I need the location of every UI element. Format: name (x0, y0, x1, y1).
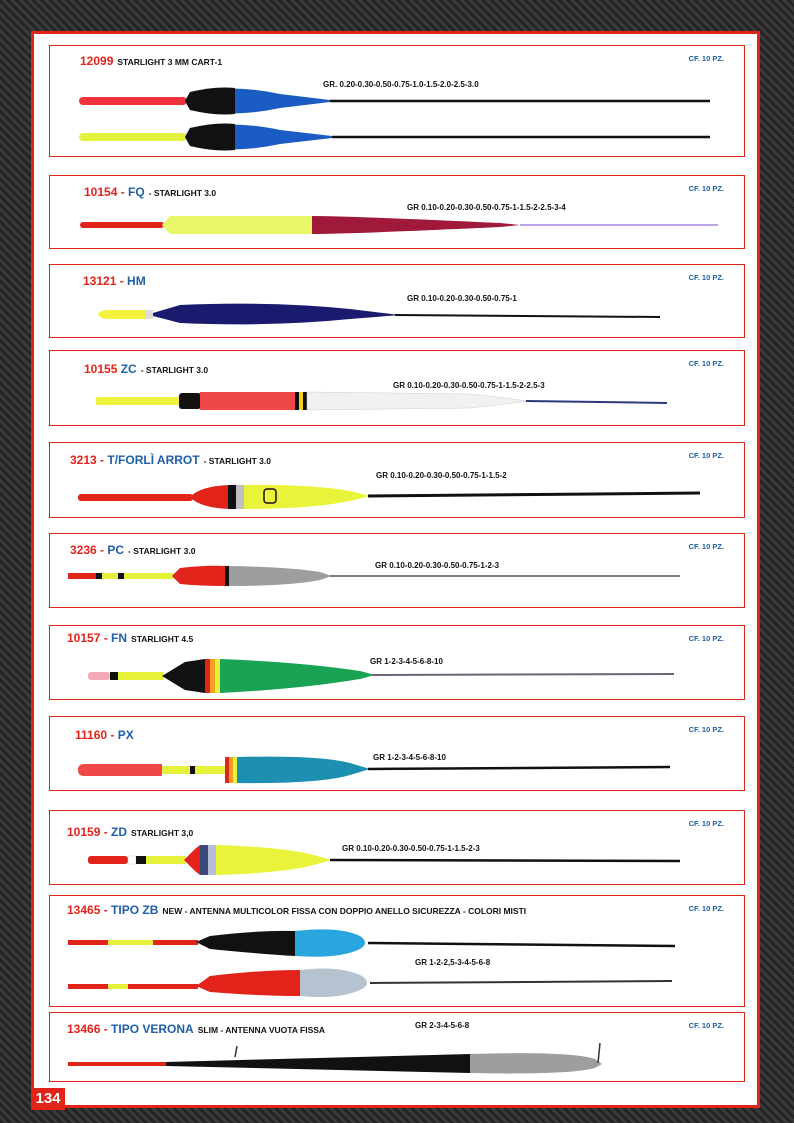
product-name: FQ (128, 185, 145, 199)
product-name: ZD (111, 825, 128, 839)
product-card-3236 (49, 533, 745, 608)
product-name: ZC (120, 362, 137, 376)
pack-quantity: CF. 10 PZ. (688, 359, 724, 368)
product-title: 3236 - PC - STARLIGHT 3.0 (70, 543, 196, 557)
product-card-12099 (49, 45, 745, 157)
float-image (50, 351, 746, 427)
product-subtitle: STARLIGHT 4.5 (131, 634, 194, 644)
product-subtitle: - STARLIGHT 3.0 (203, 456, 271, 466)
weight-range: GR 1-2-3-4-5-6-8-10 (370, 657, 443, 666)
float-image (50, 265, 746, 339)
pack-quantity: CF. 10 PZ. (688, 904, 724, 913)
weight-range: GR 1-2-2,5-3-4-5-6-8 (415, 958, 491, 967)
product-title: 13121 - HM (83, 274, 146, 288)
weight-range: GR 0.10-0.20-0.30-0.50-0.75-1-1.5-2 (376, 471, 507, 480)
pack-quantity: CF. 10 PZ. (688, 725, 724, 734)
product-code: 3213 (70, 453, 97, 467)
product-name: T/FORLÌ ARROT (107, 453, 200, 467)
pack-quantity: CF. 10 PZ. (688, 54, 724, 63)
float-image (50, 443, 746, 519)
float-image (50, 896, 746, 1008)
product-title: 10157 - FN STARLIGHT 4.5 (67, 631, 194, 645)
product-card-3213 (49, 442, 745, 518)
product-code: 10159 (67, 825, 101, 839)
product-subtitle: STARLIGHT 3 MM CART-1 (117, 57, 223, 67)
product-card-13465 (49, 895, 745, 1007)
product-card-10155 (49, 350, 745, 426)
weight-range: GR 0.10-0.20-0.30-0.50-0.75-1-1.5-2-2.5-3-4 (407, 203, 566, 212)
product-title: 3213 - T/FORLÌ ARROT - STARLIGHT 3.0 (70, 453, 271, 467)
product-card-10154 (49, 175, 745, 249)
product-code: 10154 (84, 185, 118, 199)
product-name: TIPO ZB (111, 903, 159, 917)
pack-quantity: CF. 10 PZ. (688, 184, 724, 193)
product-card-10159 (49, 810, 745, 885)
product-title: 11160 - PX (75, 728, 134, 742)
product-code: 10155 (84, 362, 118, 376)
weight-range: GR 0.10-0.20-0.30-0.50-0.75-1-1.5-2-3 (342, 844, 480, 853)
pack-quantity: CF. 10 PZ. (688, 542, 724, 551)
product-code: 13121 (83, 274, 117, 288)
pack-quantity: CF. 10 PZ. (688, 1021, 724, 1030)
float-image (50, 811, 746, 886)
float-image (50, 176, 746, 250)
product-subtitle: - STARLIGHT 3.0 (128, 546, 196, 556)
product-name: TIPO VERONA (111, 1022, 194, 1036)
product-card-13121 (49, 264, 745, 338)
product-subtitle: - STARLIGHT 3.0 (140, 365, 209, 375)
pack-quantity: CF. 10 PZ. (688, 634, 724, 643)
product-subtitle: NEW - ANTENNA MULTICOLOR FISSA CON DOPPIO ANELLO SICUREZZA - COLORI MISTI (162, 906, 527, 916)
product-name: PX (117, 728, 134, 742)
product-card-10157 (49, 625, 745, 700)
weight-range: GR 0.10-0.20-0.30-0.50-0.75-1 (407, 294, 517, 303)
weight-range: GR. 0.20-0.30-0.50-0.75-1.0-1.5-2.0-2.5-3.0 (323, 80, 479, 89)
float-image (50, 534, 746, 609)
pack-quantity: CF. 10 PZ. (688, 451, 724, 460)
weight-range: GR 0.10-0.20-0.30-0.50-0.75-1-2-3 (375, 561, 500, 570)
product-title: 10159 - ZD STARLIGHT 3,0 (67, 825, 194, 839)
weight-range: GR 0.10-0.20-0.30-0.50-0.75-1-1.5-2-2.5-3 (393, 381, 545, 390)
product-name: PC (107, 543, 125, 557)
product-subtitle: SLIM - ANTENNA VUOTA FISSA (197, 1025, 326, 1035)
product-subtitle: - STARLIGHT 3.0 (148, 188, 217, 198)
product-card-11160 (49, 716, 745, 791)
weight-range: GR 2-3-4-5-6-8 (415, 1021, 470, 1030)
float-image (50, 626, 746, 701)
product-subtitle: STARLIGHT 3,0 (131, 828, 194, 838)
product-title: 13466 - TIPO VERONA SLIM - ANTENNA VUOTA FISSA (67, 1022, 326, 1036)
pack-quantity: CF. 10 PZ. (688, 273, 724, 282)
product-code: 12099 (80, 54, 114, 68)
product-code: 3236 (70, 543, 97, 557)
product-code: 13466 (67, 1022, 101, 1036)
product-name: HM (127, 274, 146, 288)
product-title: 13465 - TIPO ZB NEW - ANTENNA MULTICOLOR FISSA CON DOPPIO ANELLO SICUREZZA - COLORI MISTI (67, 903, 527, 917)
pack-quantity: CF. 10 PZ. (688, 819, 724, 828)
product-title: 10154 - FQ - STARLIGHT 3.0 (84, 185, 217, 199)
product-card-13466 (49, 1012, 745, 1082)
product-name: FN (111, 631, 128, 645)
float-image (50, 1013, 746, 1083)
product-code: 13465 (67, 903, 101, 917)
product-code: 11160 (75, 728, 108, 742)
weight-range: GR 1-2-3-4-5-6-8-10 (373, 753, 446, 762)
float-image (50, 717, 746, 792)
page-number: 134 (31, 1088, 65, 1110)
product-code: 10157 (67, 631, 101, 645)
float-image (50, 46, 746, 158)
